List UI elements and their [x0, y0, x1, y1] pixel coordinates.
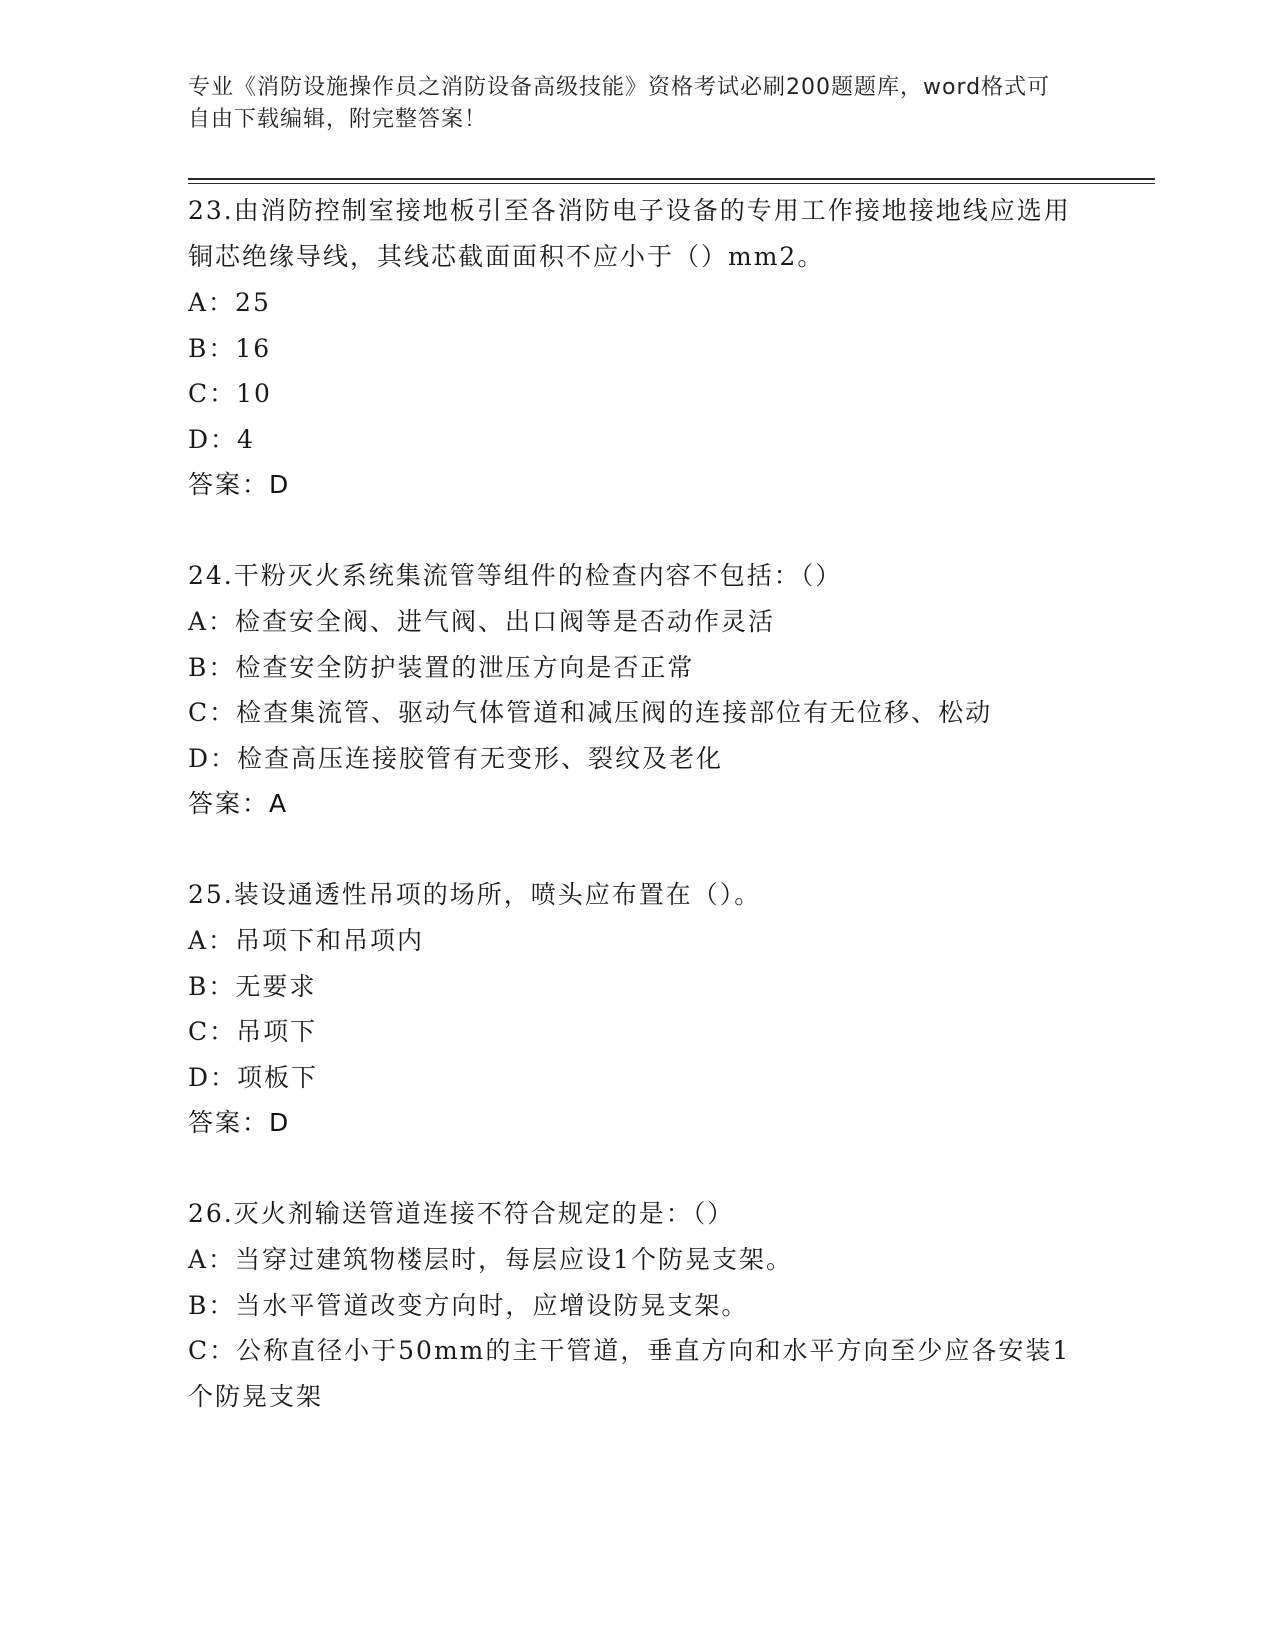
option-b: B：当水平管道改变方向时，应增设防晃支架。	[188, 1290, 749, 1320]
answer: 答案：A	[188, 789, 289, 818]
option-c: C：检查集流管、驱动气体管道和减压阀的连接部位有无位移、松动	[188, 698, 993, 727]
question-26	[188, 1191, 1078, 1419]
document-header: 专业《消防设施操作员之消防设备高级技能》资格考试必刷200题题库，word格式可自由下载编辑，附完整答案！	[188, 75, 1051, 132]
question-list	[188, 188, 1078, 1419]
question-25	[188, 872, 1078, 1146]
question-text: 23.由消防控制室接地板引至各消防电子设备的专用工作接地接地线应选用铜芯绝缘导线，其线芯截面面积不应小于（）mm2。	[188, 196, 1071, 271]
question-text: 25.装设通透性吊项的场所，喷头应布置在（）。	[188, 880, 762, 909]
option-b: B：检查安全防护装置的泄压方向是否正常	[188, 652, 695, 682]
question-text: 26.灭火剂输送管道连接不符合规定的是：（）	[188, 1199, 735, 1228]
answer: 答案：D	[188, 470, 291, 499]
option-a: A：25	[188, 288, 271, 317]
option-d: D：检查高压连接胶管有无变形、裂纹及老化	[188, 743, 724, 773]
option-a: A：吊项下和吊项内	[188, 926, 425, 955]
answer: 答案：D	[188, 1108, 291, 1137]
header-divider-thin	[188, 183, 1155, 184]
option-c: C：公称直径小于50mm的主干管道，垂直方向和水平方向至少应各安装1个防晃支架	[188, 1336, 1071, 1411]
option-a: A：检查安全阀、进气阀、出口阀等是否动作灵活	[188, 607, 776, 636]
option-c: C：10	[188, 379, 272, 408]
option-c: C：吊项下	[188, 1017, 318, 1046]
question-text: 24.干粉灭火系统集流管等组件的检查内容不包括：（）	[188, 561, 843, 590]
question-23	[188, 188, 1078, 508]
option-b: B：16	[188, 333, 272, 363]
header-divider-thick	[188, 178, 1155, 180]
option-a: A：当穿过建筑物楼层时，每层应设1个防晃支架。	[188, 1245, 793, 1274]
option-d: D：4	[188, 424, 255, 454]
question-24	[188, 553, 1078, 827]
option-b: B：无要求	[188, 971, 317, 1001]
option-d: D：项板下	[188, 1062, 319, 1092]
